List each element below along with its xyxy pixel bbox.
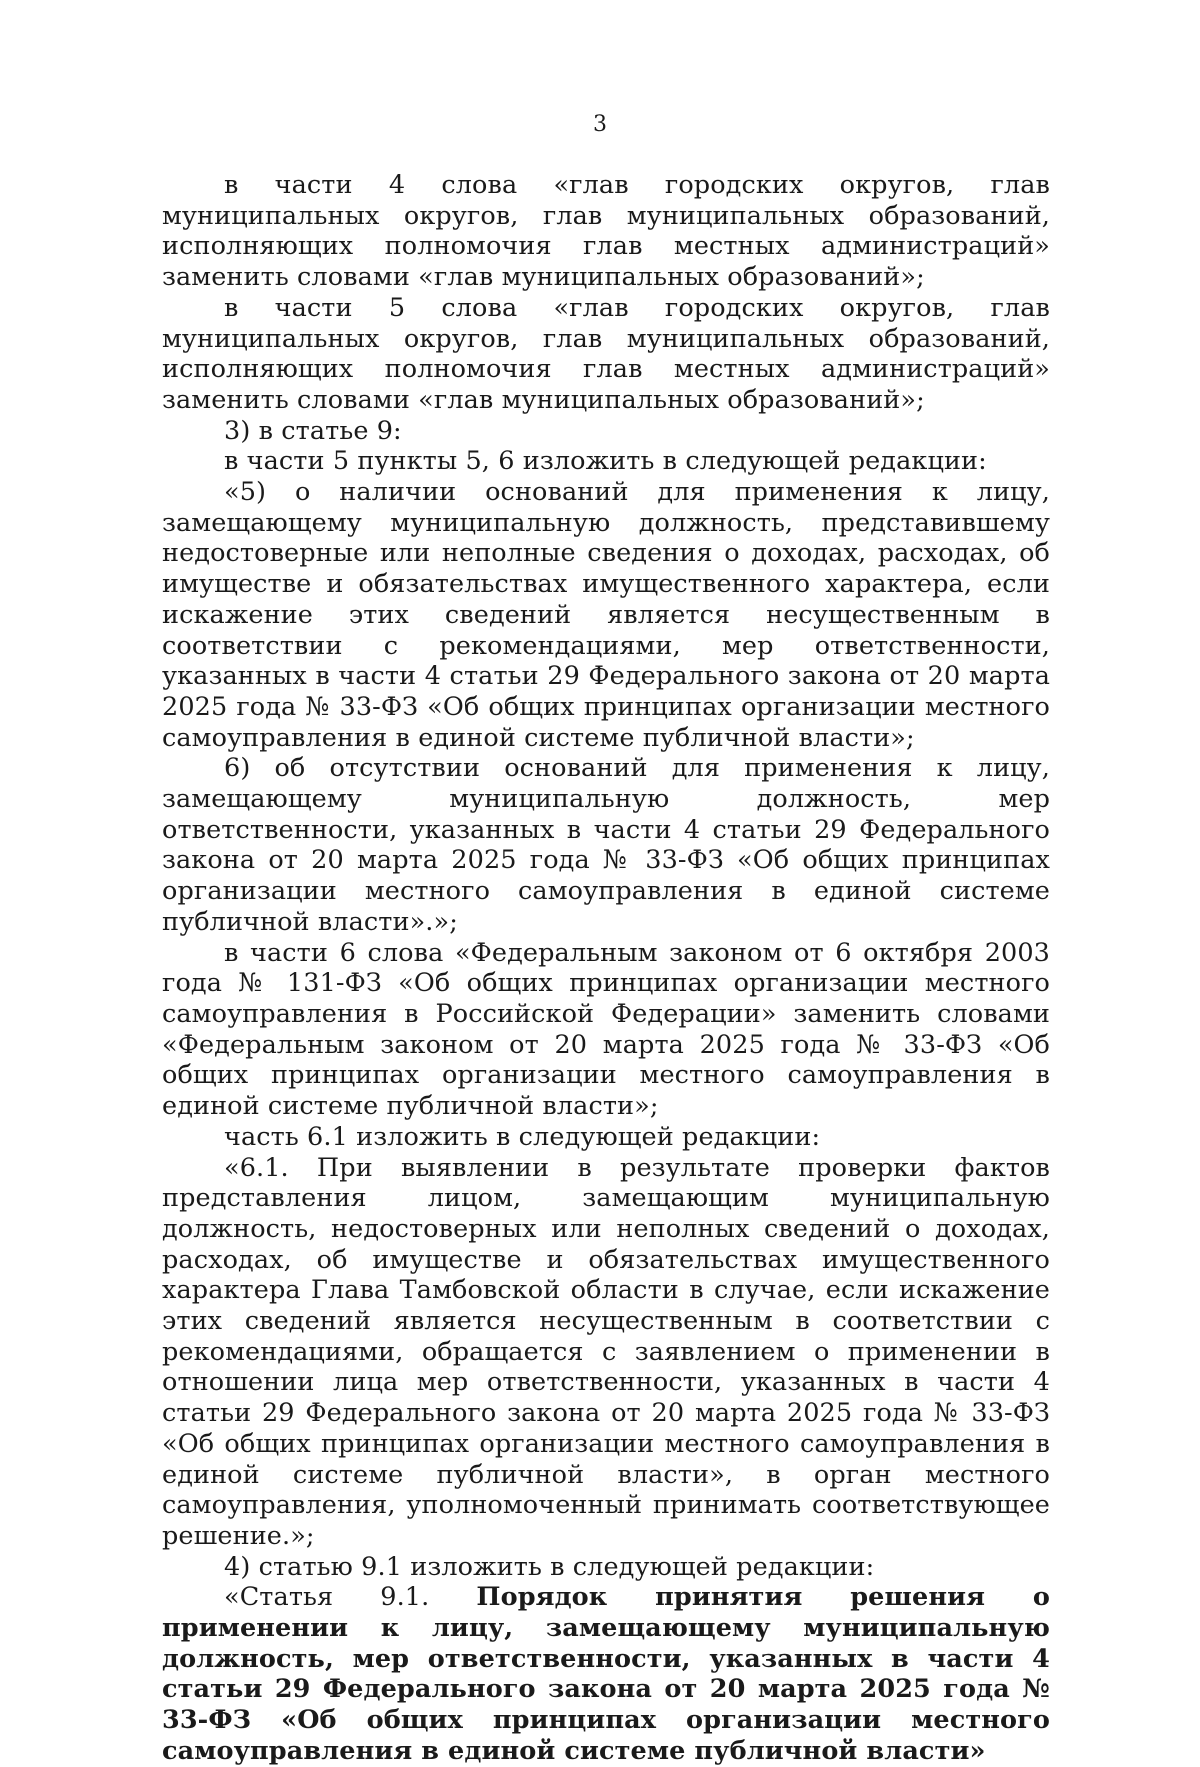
paragraph-item-5: «5) о наличии оснований для применения к лицу, замещающему муниципальную должность, представившему недостоверные или неполные сведения о доходах, расходах, об имуществе и обязательствах имущественного характера, если искажение этих сведений является несущественным в соответствии с рекомендациями, мер ответственности, указанных в части 4 статьи 29 Федерального закона от 20 марта 2025 года № 33-ФЗ «Об общих принципах организации местного самоуправления в единой системе публичной власти»; [162, 477, 1050, 753]
document-body [162, 170, 1050, 1767]
article-9-1-heading [162, 1582, 1050, 1766]
paragraph-item-6: 6) об отсутствии оснований для применения к лицу, замещающему муниципальную должность, мер ответственности, указанных в части 4 статьи 29 Федерального закона от 20 марта 2025 года № 33-ФЗ «Об общих принципах организации местного самоуправления в единой системе публичной власти».»; [162, 753, 1050, 937]
paragraph-part-4-replacement: в части 4 слова «глав городских округов, глав муниципальных округов, глав муниципальных образований, исполняющих полномочия глав местных администраций» заменить словами «глав муниципальных образований»; [162, 170, 1050, 293]
paragraph-part-6-1-intro: часть 6.1 изложить в следующей редакции: [224, 1121, 821, 1152]
paragraph-article-9-intro: 3) в статье 9: [224, 415, 402, 446]
paragraph-article-9-1-intro: 4) статью 9.1 изложить в следующей редакции: [224, 1551, 875, 1582]
page-number: 3 [593, 112, 607, 137]
article-title: Порядок принятия решения о применении к лицу, замещающему муниципальную должность, мер ответственности, указанных в части 4 статьи 29 Федерального закона от 20 марта 2025 года № 33-ФЗ «Об общих принципах организации местного самоуправления в единой системе публичной власти» [162, 1582, 1051, 1766]
paragraph-part-6-replacement: в части 6 слова «Федеральным законом от 6 октября 2003 года № 131-ФЗ «Об общих принципах организации местного самоуправления в Российской Федерации» заменить словами «Федеральным законом от 20 марта 2025 года № 33-ФЗ «Об общих принципах организации местного самоуправления в единой системе публичной власти»; [162, 937, 1050, 1122]
article-prefix: «Статья 9.1. [224, 1582, 477, 1613]
paragraph-part-5-replacement: в части 5 слова «глав городских округов, глав муниципальных округов, глав муниципальных образований, исполняющих полномочия глав местных администраций» заменить словами «глав муниципальных образований»; [162, 292, 1050, 415]
paragraph-part-5-items: в части 5 пункты 5, 6 изложить в следующей редакции: [224, 446, 987, 477]
paragraph-part-6-1-text: «6.1. При выявлении в результате проверки фактов представления лицом, замещающим муниципальную должность, недостоверных или неполных сведений о доходах, расходах, об имуществе и обязательствах имущественного характера Глава Тамбовской области в случае, если искажение этих сведений является несущественным в соответствии с рекомендациями, обращается с заявлением о применении в отношении лица мер ответственности, указанных в части 4 статьи 29 Федерального закона от 20 марта 2025 года № 33-ФЗ «Об общих принципах организации местного самоуправления в единой системе публичной власти», в орган местного самоуправления, уполномоченный принимать соответствующее решение.»; [162, 1152, 1050, 1551]
